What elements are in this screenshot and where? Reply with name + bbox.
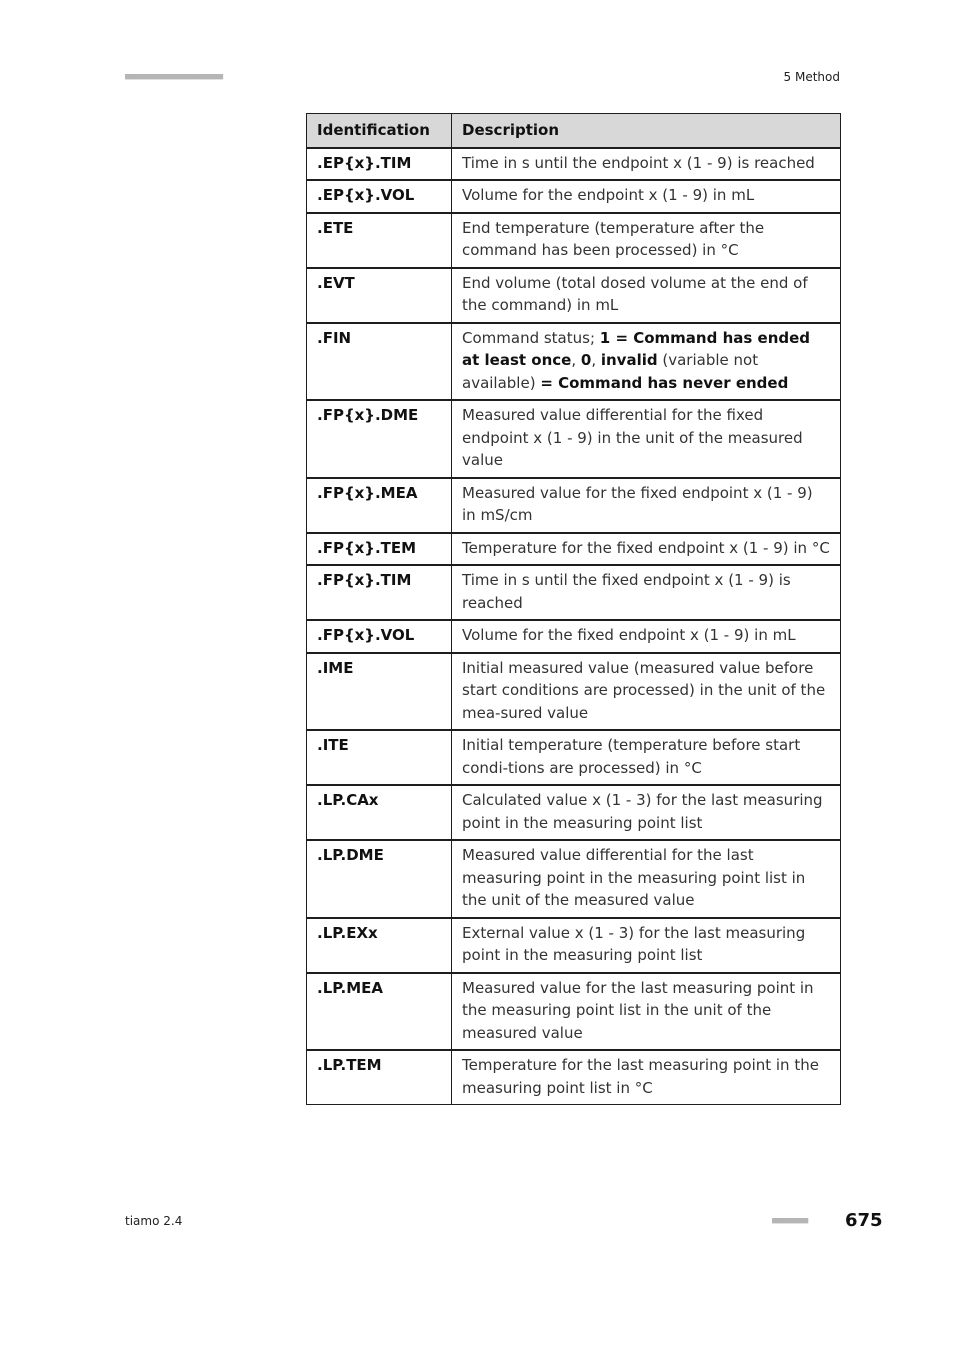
description-text-bold: = Command has never ended: [540, 373, 789, 392]
description-text-bold: 1 = Command has ended at least once: [462, 328, 811, 369]
footer-decoration: ■■■■■■■■: [772, 1216, 808, 1226]
identification-cell: .LP.CAx: [307, 785, 452, 840]
table-row: [307, 565, 841, 620]
description-text-bold: invalid: [600, 351, 658, 369]
description-cell: Time in s until the fixed endpoint x (1 - 9) is reached: [452, 565, 841, 620]
table-row: [307, 533, 841, 566]
description-cell: Initial measured value (measured value before start conditions are processed) in the unit of the mea-sured value: [452, 653, 841, 731]
table-row: [307, 268, 841, 323]
description-cell: [452, 323, 841, 401]
column-header-description: Description: [452, 114, 841, 148]
identification-cell: .LP.EXx: [307, 918, 452, 973]
identification-cell: .FIN: [307, 323, 452, 401]
header-decoration: ■■■■■■■■■■■■■■■■■■■■■■: [125, 72, 223, 82]
description-cell: Measured value for the fixed endpoint x (1 - 9) in mS/cm: [452, 478, 841, 533]
identification-cell: .FP{x}.VOL: [307, 620, 452, 653]
description-cell: Measured value for the last measuring point in the measuring point list in the unit of the measured value: [452, 973, 841, 1051]
identification-cell: .ITE: [307, 730, 452, 785]
identification-cell: .EVT: [307, 268, 452, 323]
identification-cell: .FP{x}.TIM: [307, 565, 452, 620]
description-cell: Time in s until the endpoint x (1 - 9) is reached: [452, 148, 841, 181]
identification-cell: .LP.MEA: [307, 973, 452, 1051]
description-cell: Calculated value x (1 - 3) for the last measuring point in the measuring point list: [452, 785, 841, 840]
table-row: [307, 918, 841, 973]
table-row: [307, 973, 841, 1051]
identification-cell: .LP.TEM: [307, 1050, 452, 1105]
description-cell: End temperature (temperature after the command has been processed) in °C: [452, 213, 841, 268]
table-row: [307, 180, 841, 213]
description-cell: Volume for the endpoint x (1 - 9) in mL: [452, 180, 841, 213]
description-text: (variable not available): [462, 351, 759, 392]
column-header-identification: Identification: [307, 114, 452, 148]
table-row: [307, 1050, 841, 1105]
identification-table: [306, 113, 841, 1105]
identification-cell: .FP{x}.DME: [307, 400, 452, 478]
table-row: [307, 478, 841, 533]
page-number: 675: [845, 1210, 883, 1231]
table-row: [307, 785, 841, 840]
table-row: [307, 148, 841, 181]
description-cell: Measured value differential for the last measuring point in the measuring point list in the unit of the measured value: [452, 840, 841, 918]
description-text: ,: [591, 351, 601, 369]
identification-cell: .LP.DME: [307, 840, 452, 918]
description-text: Command status;: [462, 328, 600, 347]
identification-cell: .IME: [307, 653, 452, 731]
identification-cell: .ETE: [307, 213, 452, 268]
table-row: [307, 730, 841, 785]
table-row: [307, 400, 841, 478]
identification-cell: .EP{x}.TIM: [307, 148, 452, 181]
table-header-row: [307, 114, 841, 148]
identification-cell: .FP{x}.TEM: [307, 533, 452, 566]
product-name: tiamo 2.4: [125, 1214, 183, 1228]
description-text: ,: [571, 351, 581, 369]
description-cell: Temperature for the last measuring point in the measuring point list in °C: [452, 1050, 841, 1105]
table-body: [307, 148, 841, 1105]
table-row: [307, 653, 841, 731]
description-cell: End volume (total dosed volume at the end of the command) in mL: [452, 268, 841, 323]
identification-cell: .EP{x}.VOL: [307, 180, 452, 213]
description-cell: Volume for the fixed endpoint x (1 - 9) in mL: [452, 620, 841, 653]
section-title: 5 Method: [783, 70, 840, 84]
table-row: [307, 840, 841, 918]
table-row: [307, 213, 841, 268]
table-row: [307, 620, 841, 653]
description-cell: Initial temperature (temperature before start condi-tions are processed) in °C: [452, 730, 841, 785]
identification-cell: .FP{x}.MEA: [307, 478, 452, 533]
table-row: [307, 323, 841, 401]
description-cell: Measured value differential for the fixed endpoint x (1 - 9) in the unit of the measured value: [452, 400, 841, 478]
description-cell: External value x (1 - 3) for the last measuring point in the measuring point list: [452, 918, 841, 973]
description-cell: Temperature for the fixed endpoint x (1 - 9) in °C: [452, 533, 841, 566]
description-text-bold: 0: [580, 351, 592, 369]
